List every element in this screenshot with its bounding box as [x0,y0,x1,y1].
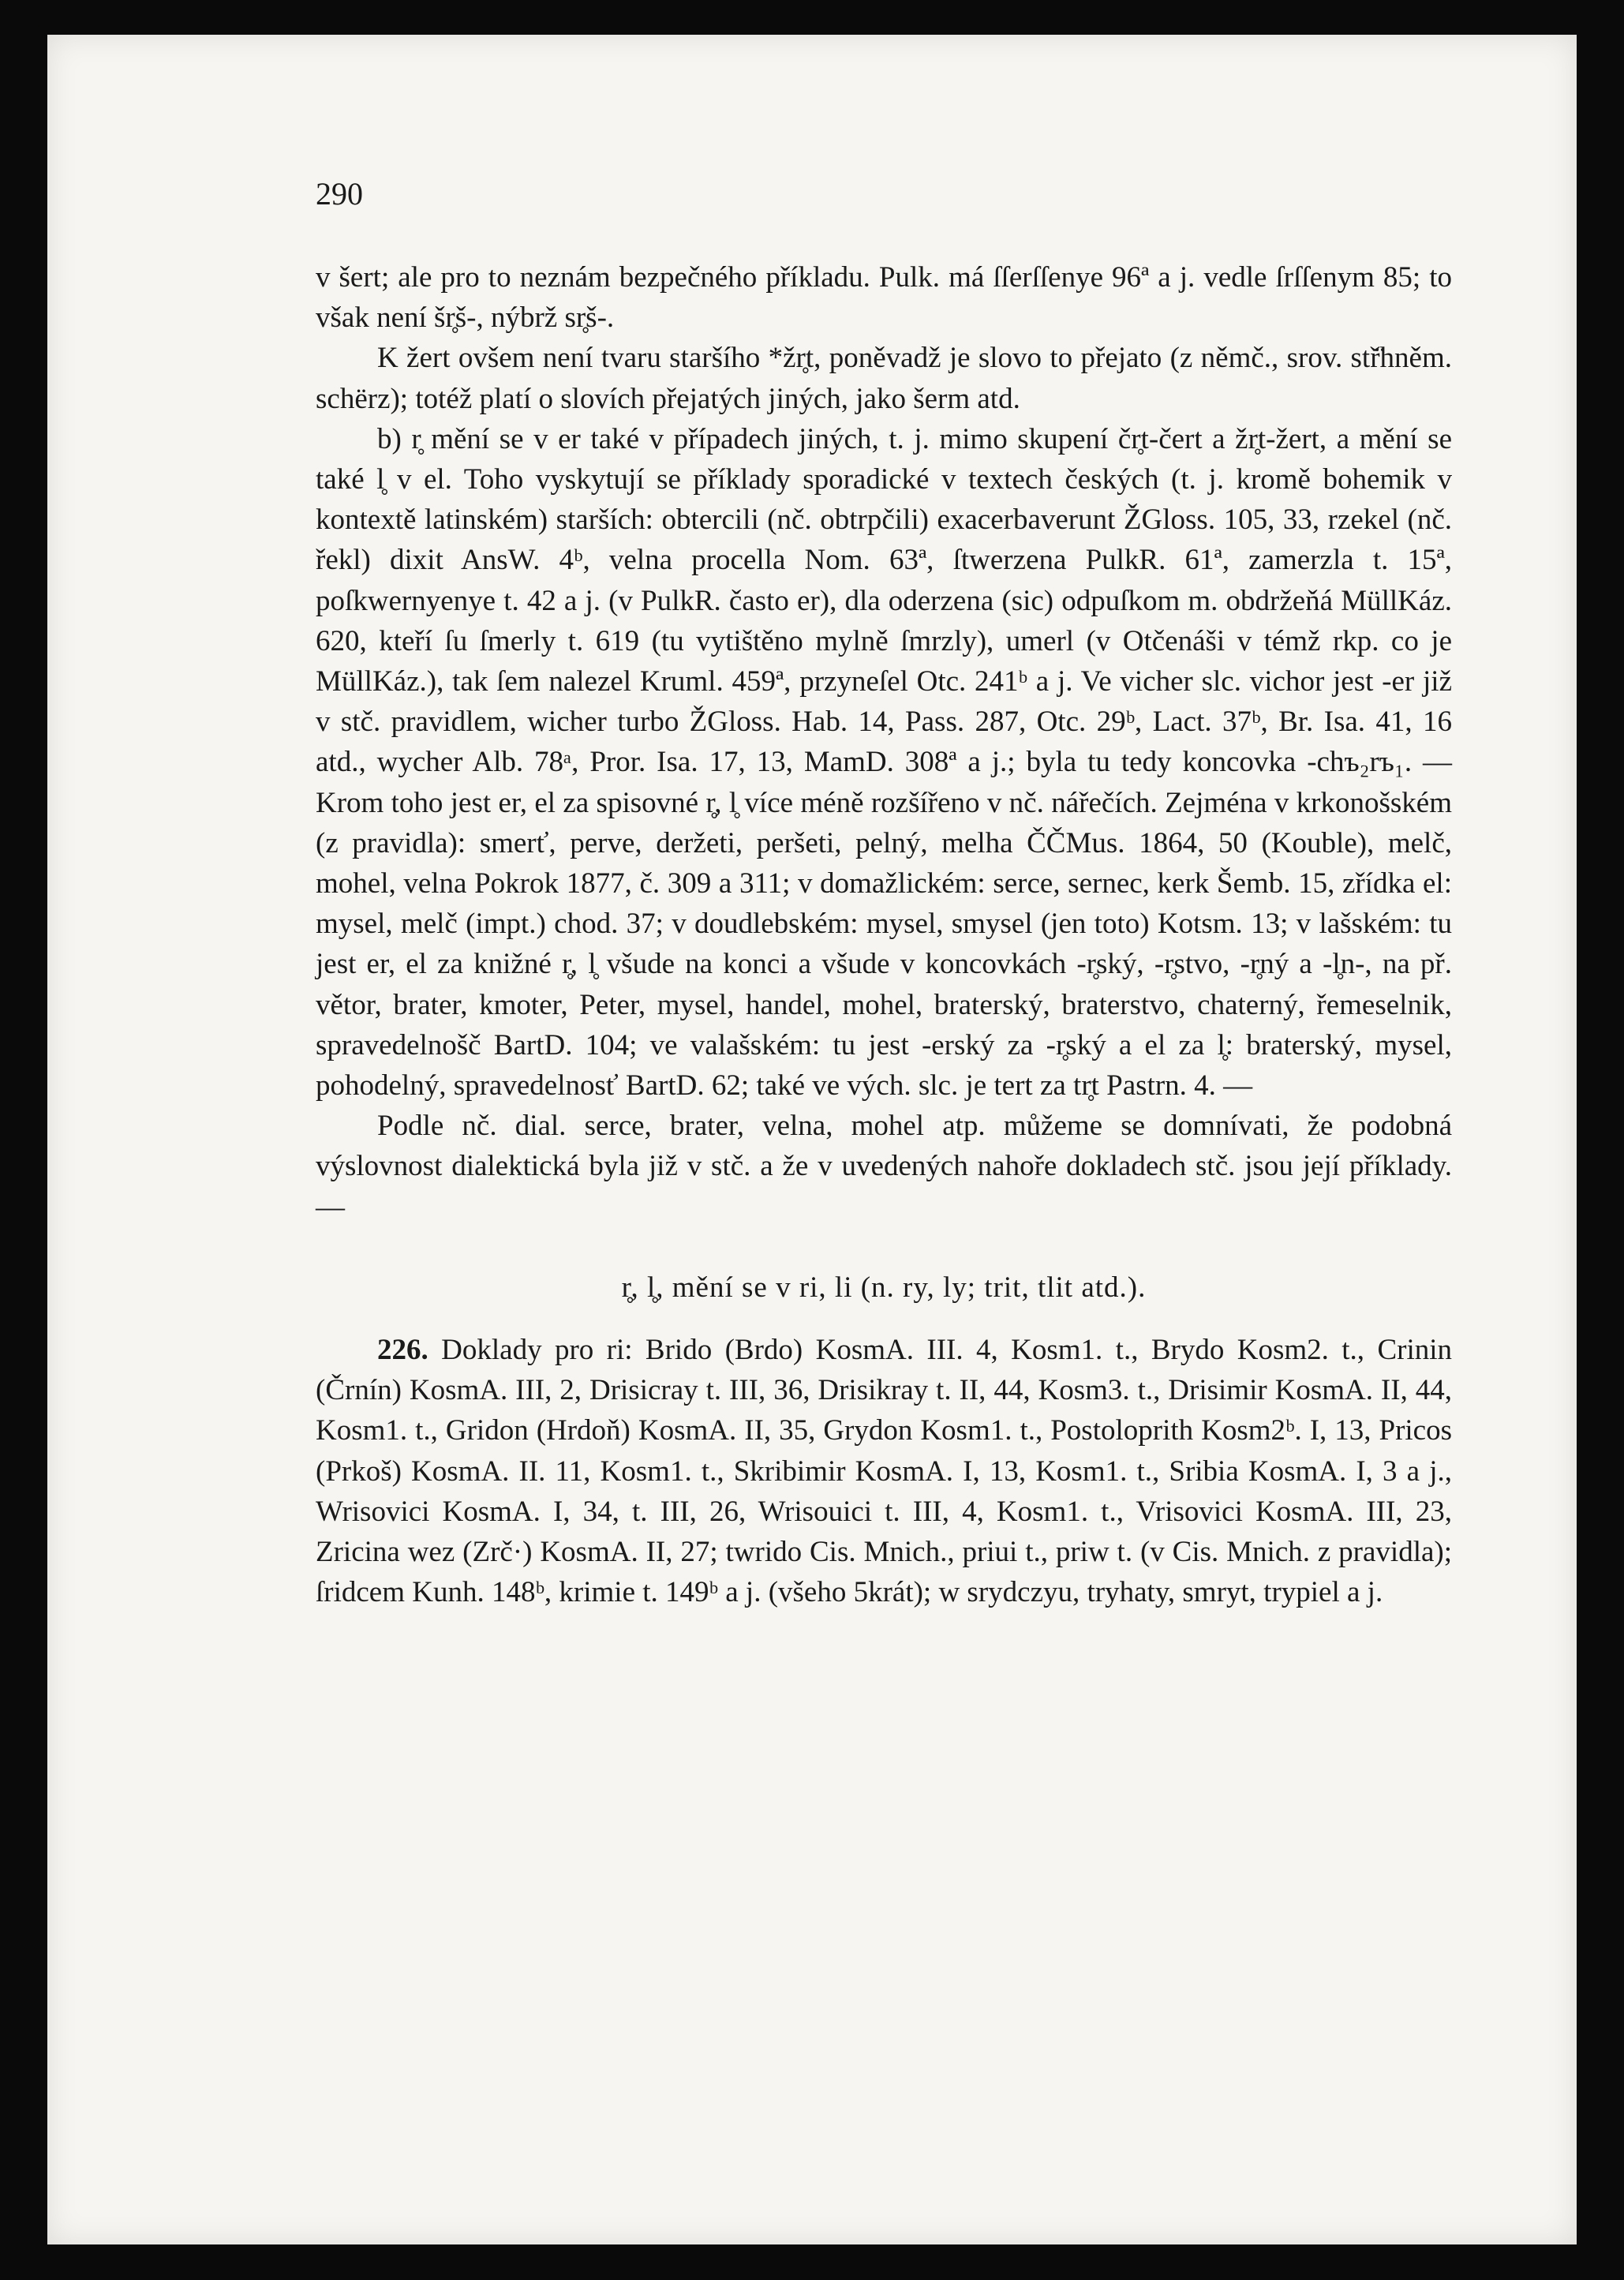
main-text [316,257,1452,1613]
paragraph-b: b) r̥ mění se v er také v případech jiných, t. j. mimo skupení čr̥t-čert a žr̥t-žert, a mění se také l̥ v el. Toho vyskytují se příklady sporadické v textech českých (t. j. kromě bohemik v kontextě latinském) starších: obtercili (nč. obtrpčili) exacerbaverunt ŽGloss. 105, 33, rzekel (nč. řekl) dixit AnsW. 4ᵇ, velna procella Nom. 63ª, ſtwerzena PulkR. 61ª, zamerzla t. 15ª, poſkwernyenye t. 42 a j. (v PulkR. často er), dla oderzena (sic) odpuſkom m. obdržeňá MüllKáz. 620, kteří ſu ſmerly t. 619 (tu vytištěno mylně ſmrzly), umerl (v Otčenáši v témž rkp. co je MüllKáz.), tak ſem nalezel Kruml. 459ª, przyneſel Otc. 241ᵇ a j. Ve vicher slc. vichor jest -er již v stč. pravidlem, wicher turbo ŽGloss. Hab. 14, Pass. 287, Otc. 29ᵇ, Lact. 37ᵇ, Br. Isa. 41, 16 atd., wycher Alb. 78ᵃ, Pror. Isa. 17, 13, MamD. 308ª a j.; byla tu tedy koncovka -chъ₂rъ₁. — Krom toho jest er, el za spisovné r̥, l̥ více méně rozšířeno v nč. nářečích. Zejména v krkonošském (z pravidla): smerť, perve, deržeti, peršeti, pelný, melha ČČMus. 1864, 50 (Kouble), melč, mohel, velna Pokrok 1877, č. 309 a 311; v domažlickém: serce, sernec, kerk Šemb. 15, zřídka el: mysel, melč (impt.) chod. 37; v doudlebském: mysel, smysel (jen toto) Kotsm. 13; v lašském: tu jest er, el za knižné r̥, l̥ všude na konci a všude v koncovkách -r̥ský, -r̥stvo, -r̥ný a -l̥n-, na př. větor, brater, kmoter, Peter, mysel, handel, mohel, braterský, braterstvo, chaterný, řemeselnik, spravedelnošč BartD. 104; ve valašském: tu jest -erský za -r̥ský a el za l̥: braterský, mysel, pohodelný, spravedelnosť BartD. 62; také ve vých. slc. je tert za tr̥t Pastrn. 4. — [316,422,1452,1103]
paragraph-continuation: v šert; ale pro to neznám bezpečného příkladu. Pulk. má ſſerſſenye 96ª a j. vedle ſrſſenym 85; to však není šr̥š-, nýbrž sr̥š-. [316,261,1452,335]
section-number: 226. [377,1334,428,1367]
section-text: Doklady pro ri: Brido (Brdo) KosmA. III. 4, Kosm1. t., Brydo Kosm2. t., Crinin (Črnín) KosmA. III, 2, Drisicray t. III, 36, Drisikray t. II, 44, Kosm3. t., Drisimir KosmA. II, 44, Kosm1. t., Gridon (Hrdoň) KosmA. II, 35, Grydon Kosm1. t., Postoloprith Kosm2ᵇ. I, 13, Pricos (Prkoš) KosmA. II. 11, Kosm1. t., Skribimir KosmA. I, 13, Kosm1. t., Sribia KosmA. I, 3 a j., Wrisovici KosmA. I, 34, t. III, 26, Wrisouici t. III, 4, Kosm1. t., Vrisovici KosmA. III, 23, Zricina wez (Zrč·) KosmA. II, 27; twrido Cis. Mnich., priui t., priw t. (v Cis. Mnich. z pravidla); ſridcem Kunh. 148ᵇ, krimie t. 149ᵇ a j. (všeho 5krát); w srydczyu, tryhaty, smryt, trypiel a j. [316,1334,1453,1609]
section-226 [316,1330,1452,1612]
spacer [316,1227,1452,1267]
paragraph-dialect: Podle nč. dial. serce, brater, velna, mohel atp. můžeme se domnívati, že podobná výslovnost dialektická byla již v stč. a že v uvedených nahoře dokladech stč. jsou její příklady. — [316,1110,1452,1223]
spacer [316,1308,1452,1330]
page-number: 290 [316,176,363,212]
section-heading: r̥, l̥, mění se v ri, li (n. ry, ly; trit, tlit atd.). [621,1271,1147,1304]
paragraph-zert: K žert ovšem není tvaru staršího *žr̥t, poněvadž je slovo to přejato (z němč., srov. stř̈hněm. schërz); totéž platí o slovích přejatých jiných, jako šerm atd. [316,342,1452,415]
